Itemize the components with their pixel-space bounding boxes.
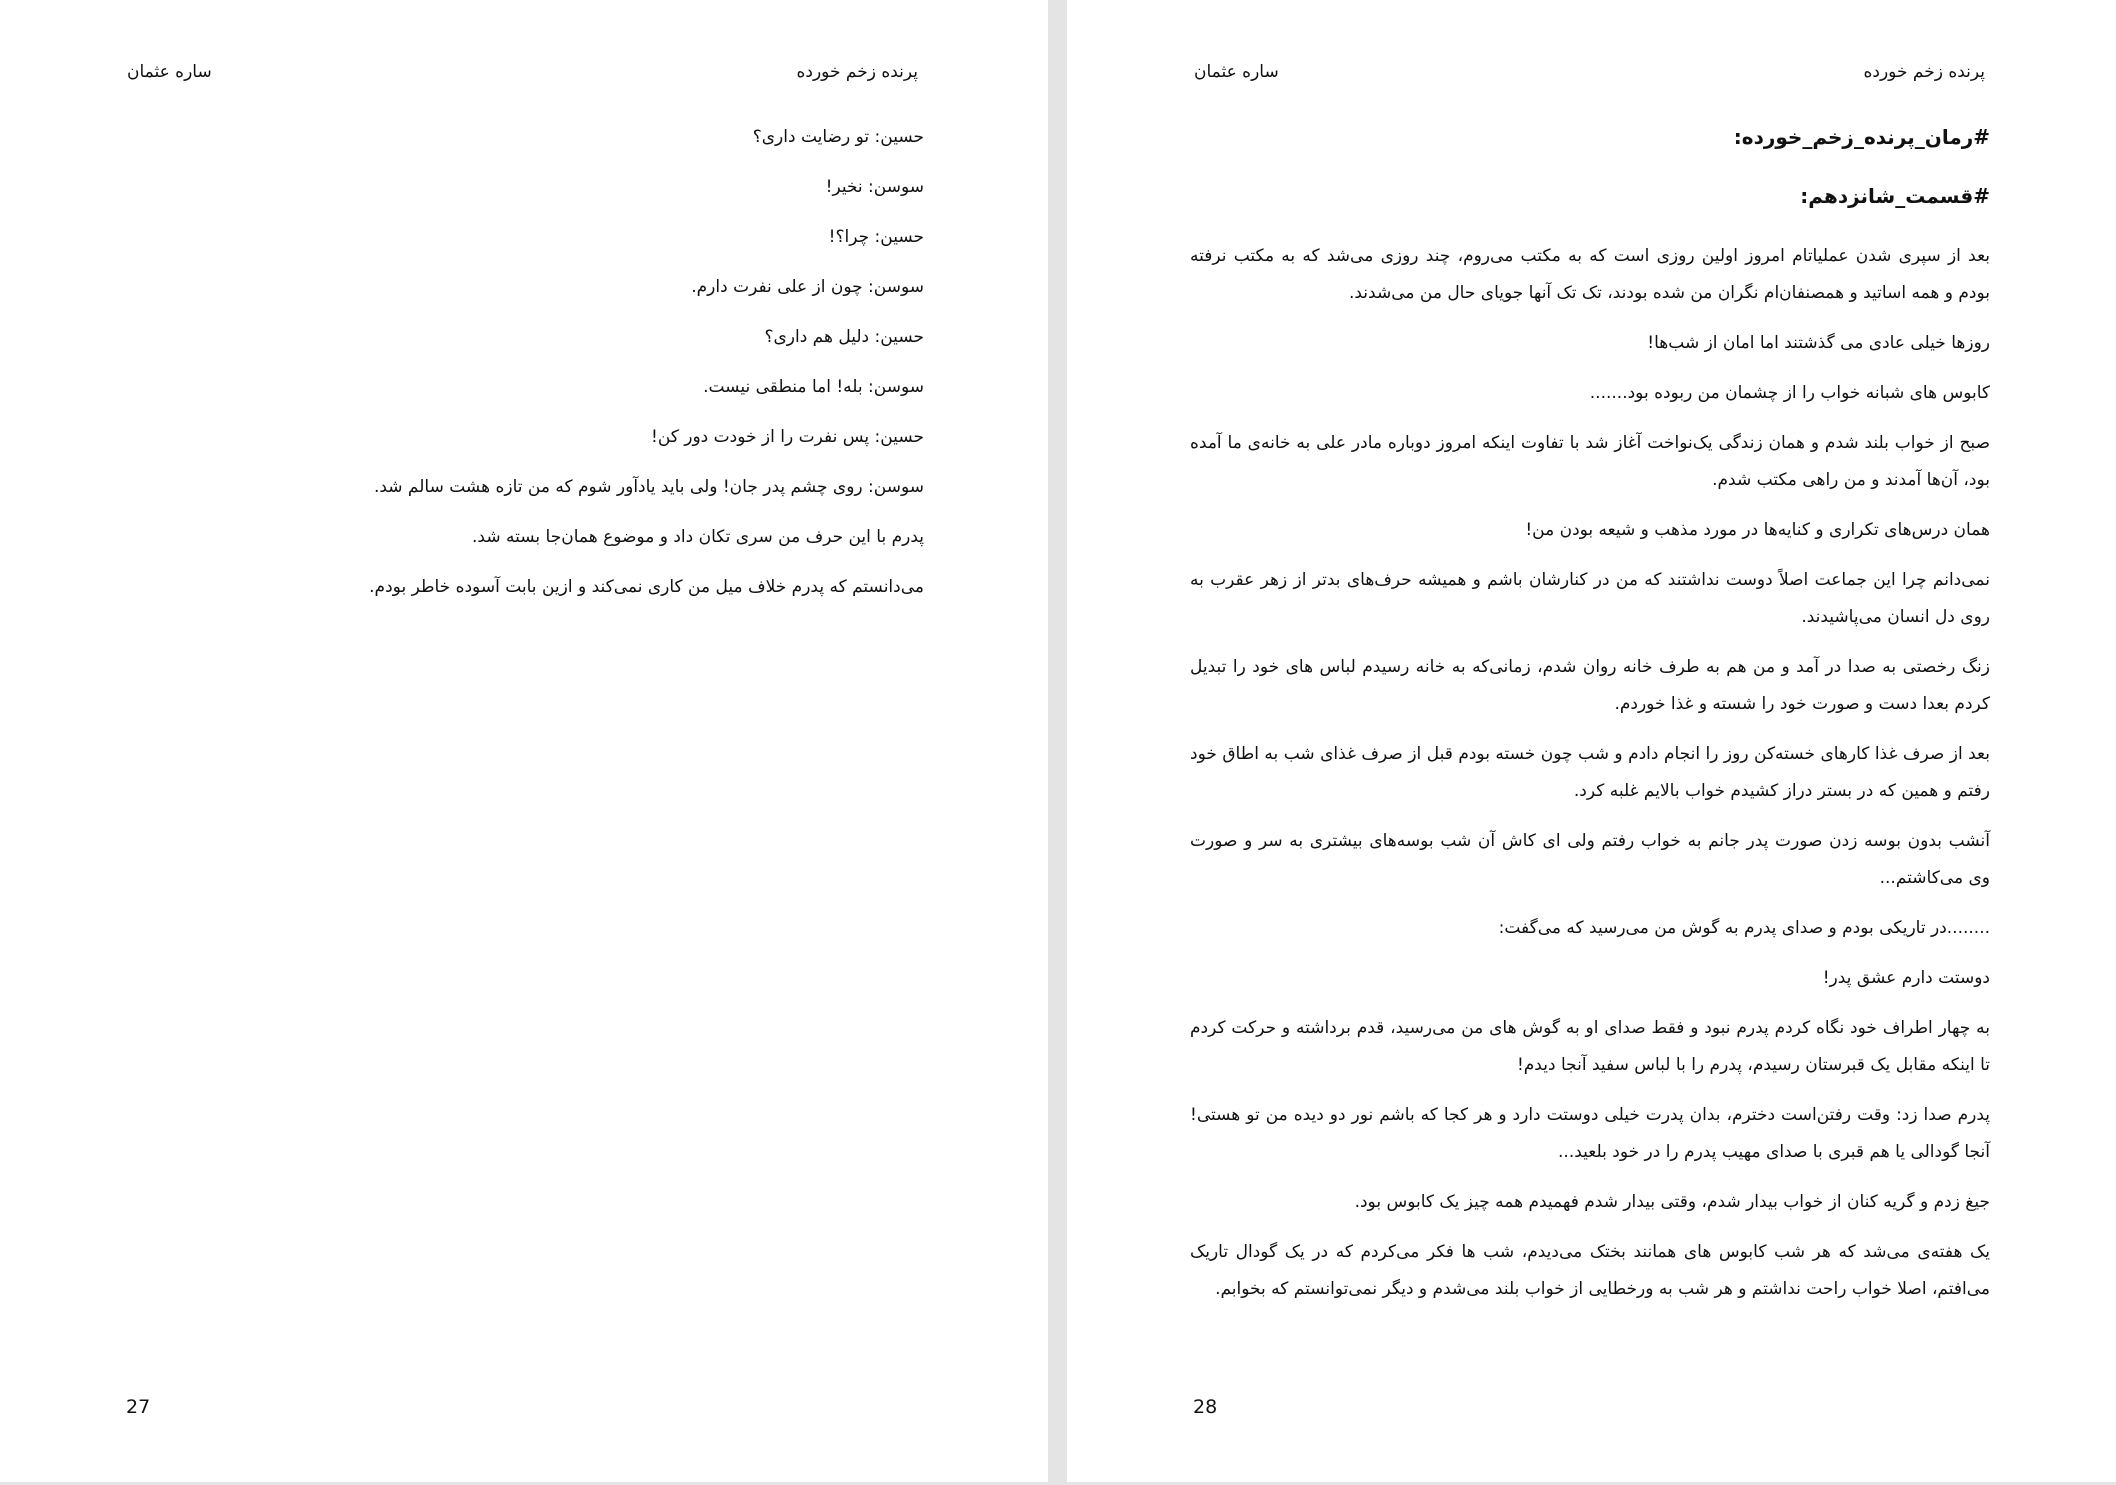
paragraph: به چهار اطراف خود نگاه کردم پدرم نبود و فقط صدای او به گوش های من می‌رسید، قدم برداشته و حرکت کردم تا اینکه مقابل یک قبرستان رسیدم، پدرم را با لباس سفید آنجا دیدم! — [1190, 1018, 1990, 1075]
paragraph: دوستت دارم عشق پدر! — [1822, 968, 1990, 988]
paragraph: همان درس‌های تکراری و کنایه‌ها در مورد مذهب و شیعه بودن من! — [1525, 520, 1990, 540]
left-page — [0, 0, 1048, 1482]
paragraph: نمی‌دانم چرا این جماعت اصلاً دوست نداشتند که من در کنارشان باشم و همیشه حرف‌های بدتر از زهر عقرب به روی دل انسان می‌پاشیدند. — [1190, 570, 1990, 627]
episode-hashtag-heading: #قسمت_شانزدهم: — [1800, 184, 1990, 208]
page-number: 28 — [1193, 1396, 1218, 1418]
dialog-line: حسین: پس نفرت را از خودت دور کن! — [651, 427, 924, 447]
paragraph: آنشب بدون بوسه زدن صورت پدر جانم به خواب رفتم ولی ای کاش آن شب بوسه‌های بیشتری به سر و صورت وی می‌کاشتم... — [1190, 831, 1990, 888]
left-page-content — [124, 120, 924, 620]
header-title: پرنده زخم خورده — [796, 62, 918, 82]
paragraph: بعد از سپری شدن عملیاتام امروز اولین روزی است که به مکتب می‌روم، چند روزی می‌شد که به مکتب نرفته بودم و همه اساتید و همصنفان‌ام نگران من شده بودند، تک تک آنها جویای حال من می‌شدند. — [1190, 246, 1990, 303]
paragraph: پدرم صدا زد: وقت رفتن‌است دخترم، بدان پدرت خیلی دوستت دارد و هر کجا که باشم نور دو دیده من تو هستی! آنجا گودالی یا هم قبری با صدای مهیب پدرم را در خود بلعید... — [1190, 1105, 1990, 1162]
dialog-line: سوسن: چون از علی نفرت دارم. — [691, 277, 924, 297]
dialog-line: پدرم با این حرف من سری تکان داد و موضوع همان‌جا بسته شد. — [472, 527, 924, 547]
header-author: ساره عثمان — [127, 62, 212, 82]
dialog-line: سوسن: روی چشم پدر جان! ولی باید یادآور شوم که من تازه هشت سالم شد. — [373, 477, 924, 497]
dialog-line: حسین: دلیل هم داری؟ — [764, 327, 924, 347]
paragraph: زنگ رخصتی به صدا در آمد و من هم به طرف خانه روان شدم، زمانی‌که به خانه رسیدم لباس های خود را تبدیل کردم بعدا دست و صورت خود را شسته و غذا خوردم. — [1190, 657, 1990, 714]
right-page — [1067, 0, 2116, 1482]
right-page-content — [1190, 120, 1990, 1321]
dialog-line: سوسن: نخیر! — [825, 177, 924, 197]
header-author: ساره عثمان — [1194, 62, 1279, 82]
dialog-line: حسین: چرا؟! — [828, 227, 924, 247]
dialog-line: می‌دانستم که پدرم خلاف میل من کاری نمی‌کند و ازین بابت آسوده خاطر بودم. — [369, 577, 924, 597]
paragraph: یک هفته‌ی می‌شد که هر شب کابوس های همانند بختک می‌دیدم، شب ها فکر می‌کردم که در یک گودال تاریک می‌افتم، اصلا خواب راحت نداشتم و هر شب به ورخطایی از خواب بلند می‌شدم و دیگر نمی‌توانستم که بخوابم. — [1190, 1242, 1990, 1299]
dialog-line: حسین: تو رضایت داری؟ — [752, 127, 924, 147]
dialog-line: سوسن: بله! اما منطقی نیست. — [703, 377, 924, 397]
page-number: 27 — [126, 1396, 151, 1418]
paragraph: جیغ زدم و گریه کنان از خواب بیدار شدم، وقتی بیدار شدم فهمیدم همه چیز یک کابوس بود. — [1354, 1192, 1990, 1212]
paragraph: صبح از خواب بلند شدم و همان زندگی یک‌نواخت آغاز شد با تفاوت اینکه امروز دوباره مادر علی به خانه‌ی ما آمده بود، آن‌ها آمدند و من راهی مکتب شدم. — [1190, 433, 1990, 490]
paragraph: کابوس های شبانه خواب را از چشمان من ربوده بود....... — [1589, 383, 1990, 403]
paragraph: ........در تاریکی بودم و صدای پدرم به گوش من می‌رسید که می‌گفت: — [1498, 918, 1990, 938]
paragraph: بعد از صرف غذا کارهای خسته‌کن روز را انجام دادم و شب چون خسته بودم قبل از صرف غذای شب به اطاق خود رفتم و همین که در بستر دراز کشیدم خواب بالایم غلبه کرد. — [1190, 744, 1990, 801]
novel-hashtag-heading: #رمان_پرنده_زخم_خورده: — [1733, 125, 1990, 149]
paragraph: روزها خیلی عادی می گذشتند اما امان از شب‌ها! — [1647, 333, 1990, 353]
header-title: پرنده زخم خورده — [1863, 62, 1985, 82]
